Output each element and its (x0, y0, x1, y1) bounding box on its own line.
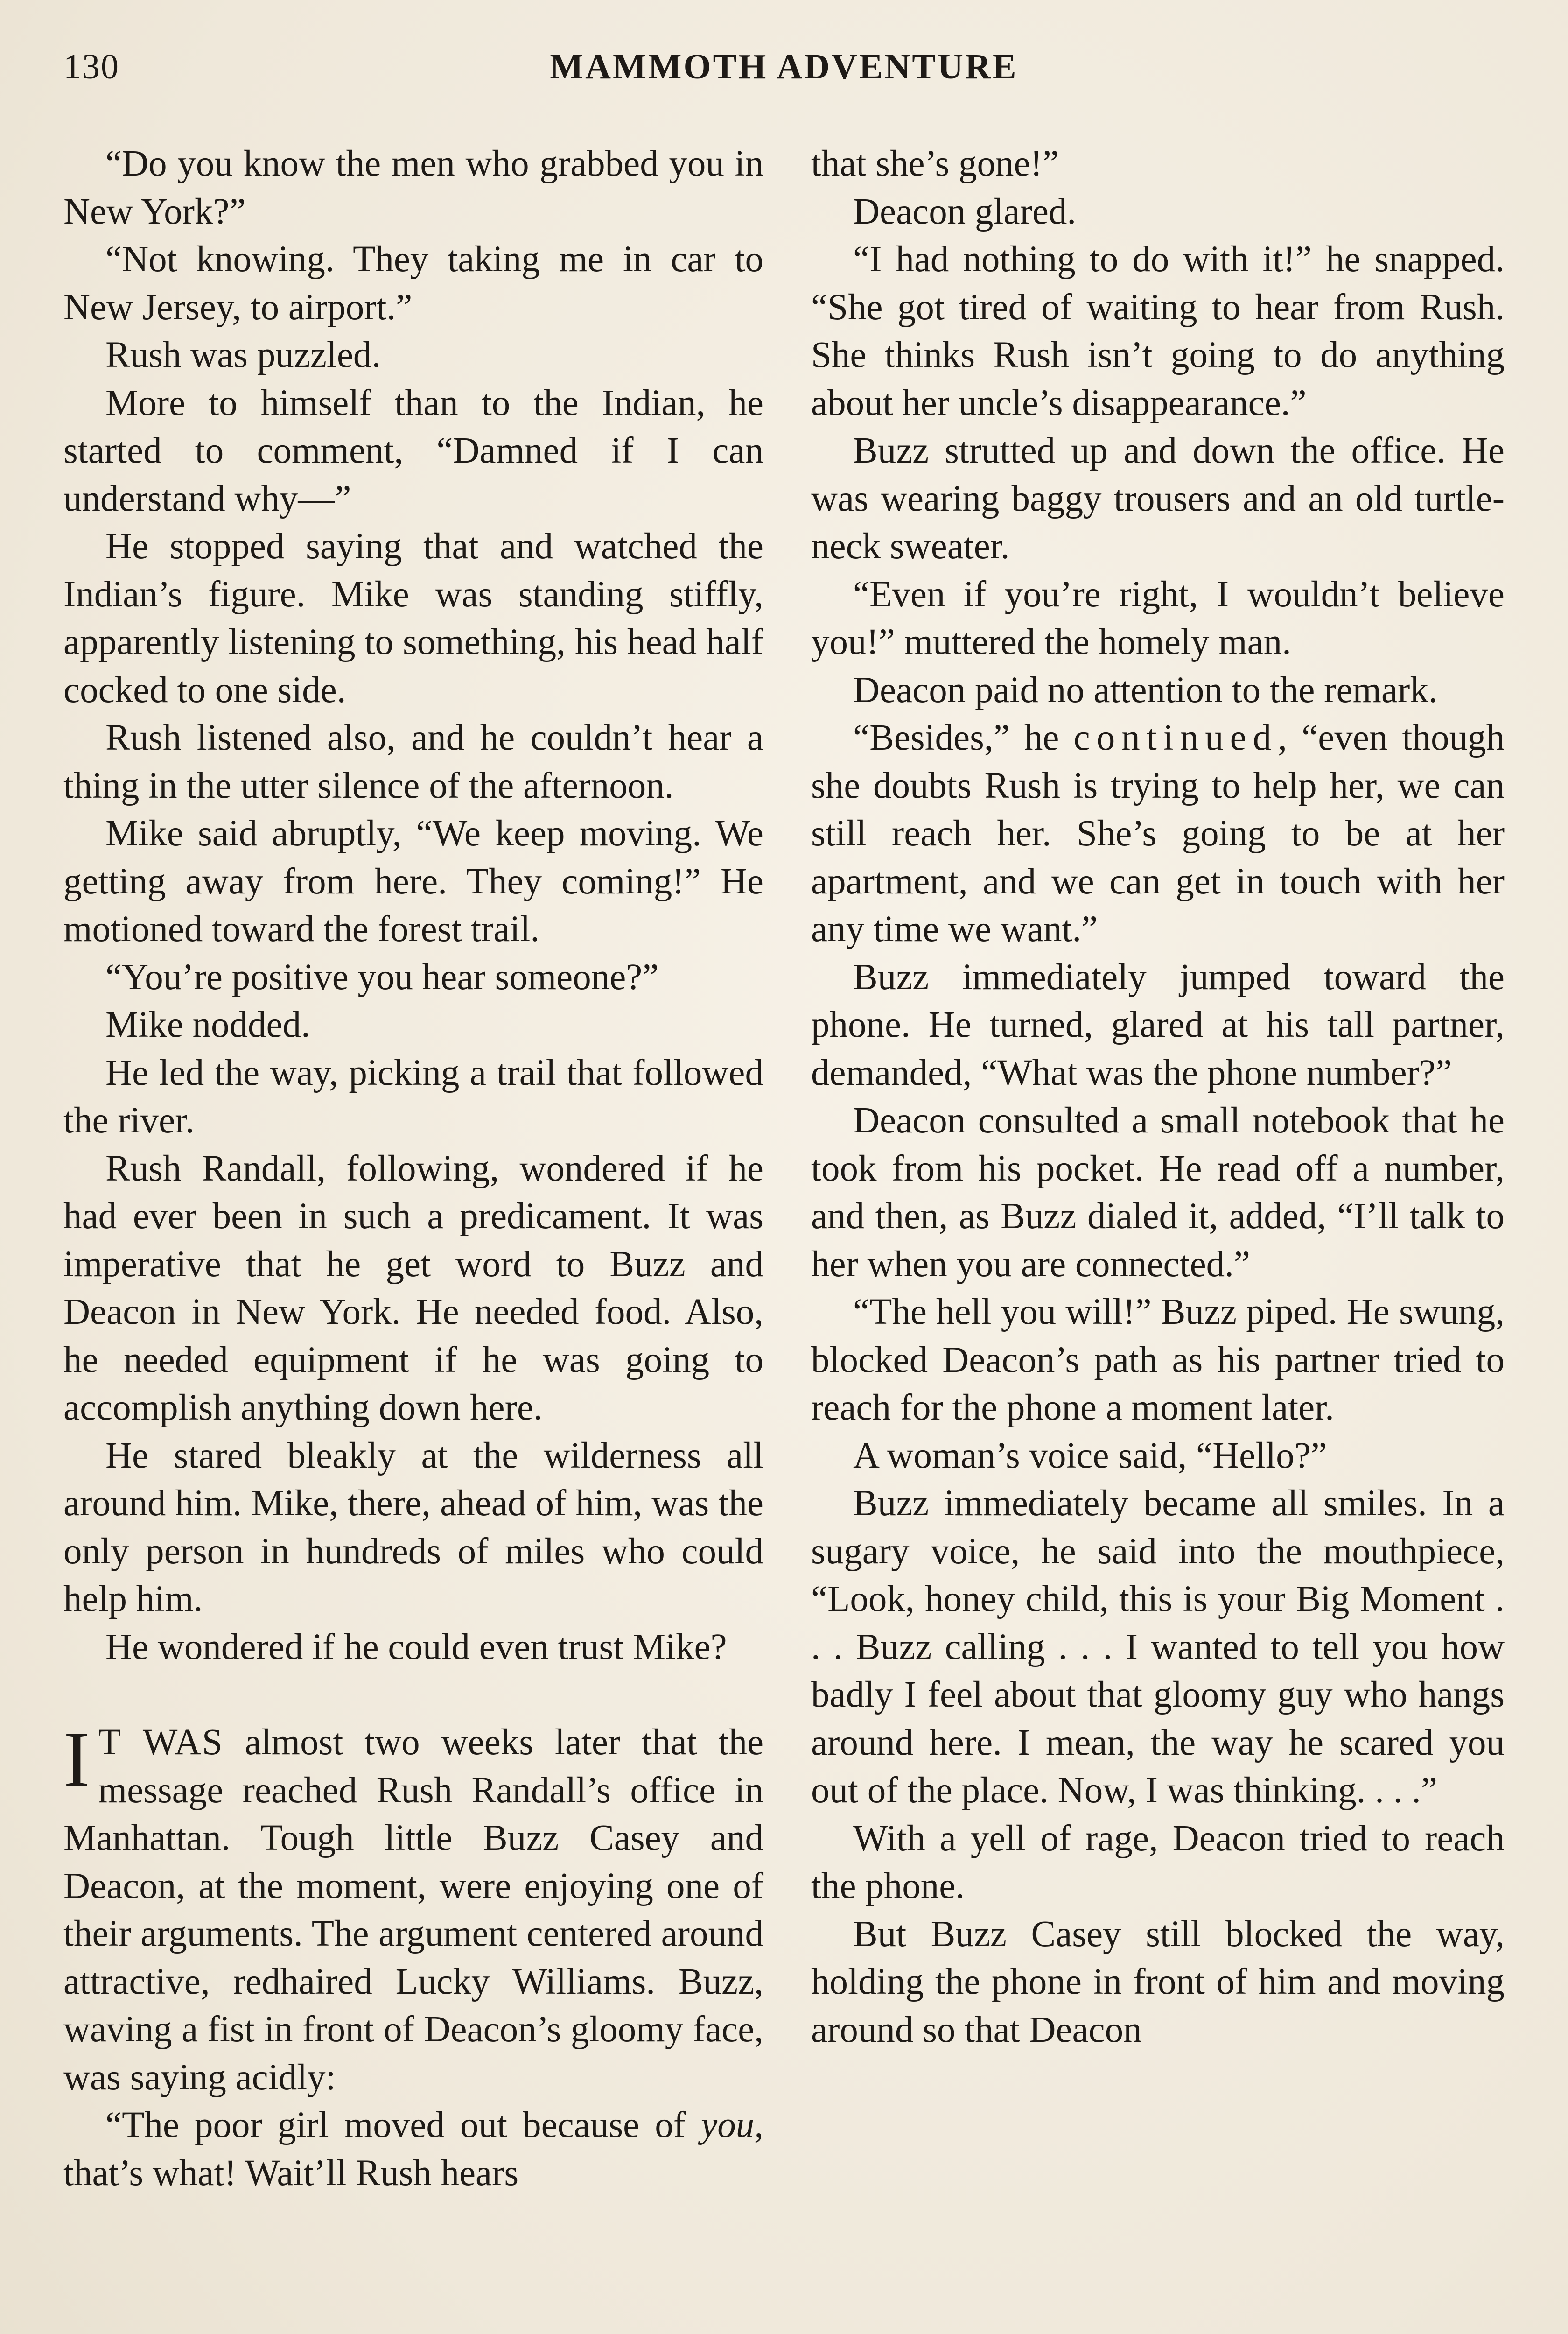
paragraph: Buzz immediately jumped toward the phone. He turned, glared at his tall partner, demanded, “What was the phone number?” (811, 956, 1505, 1093)
paragraph: “Even if you’re right, I wouldn’t believe you!” muttered the homely man. (811, 574, 1505, 662)
final-paragraph-end: that’s what! Wait’ll Rush hears (63, 2152, 519, 2193)
section-opening-text: almost two weeks later that the message reached Rush Randall’s office in Manhattan. Tough little Buzz Casey and Deacon, at the moment, were enjoying one of their arguments. The argument centered around attractive, redhaired Lucky Williams. Buzz, waving a fist in front of Deacon’s gloomy face, was saying acidly: (63, 1722, 764, 2098)
paragraph: Rush was puzzled. (105, 335, 381, 375)
paragraph: Mike nodded. (105, 1005, 310, 1045)
paragraph: Deacon glared. (853, 191, 1077, 232)
paragraph: Rush listened also, and he couldn’t hear a thing in the utter silence of the afternoon. (63, 717, 763, 806)
besides-end: , “even though she doubts Rush is trying to help her, we can still reach her. She’s going to be at her apartment, and we can get in touch with her any time we want.” (811, 717, 1505, 949)
paragraph: Deacon consulted a small notebook that he took from his pocket. He read off a number, and then, as Buzz dialed it, added, “I’ll talk to her when you are connected.” (811, 1100, 1505, 1285)
section-opening-paragraph (63, 1715, 764, 2102)
paragraph: Rush Randall, following, wondered if he had ever been in such a predicament. It was imperative that he get word to Buzz and Deacon in New York. He needed food. Also, he needed equipment if he was going to accomplish anything down here. (63, 1148, 763, 1428)
paragraph: “Do you know the men who grabbed you in New York?” (63, 143, 763, 232)
running-title: MAMMOTH ADVENTURE (550, 47, 1018, 86)
paragraph: Buzz immediately became all smiles. In a sugary voice, he said into the mouthpiece, “Look, honey child, this is your Big Moment . . . Buzz calling . . . I wanted to tell you how badly I feel about that gloomy guy who hangs around here. I mean, the way he scared you out of the place. Now, I was thinking. . . .” (811, 1483, 1505, 1811)
page-number: 130 (63, 47, 119, 86)
continued-paragraph: that she’s gone!” (811, 143, 1059, 184)
right-paragraphs-a (811, 188, 1505, 715)
paragraph: Mike said abruptly, “We keep moving. We getting away from here. They coming!” He motioned toward the forest trail. (63, 813, 763, 949)
section-break (63, 1671, 763, 1719)
paragraph: “I had nothing to do with it!” he snapped. “She got tired of waiting to hear from Rush. She thinks Rush isn’t going to do anything about her uncle’s disappearance.” (811, 239, 1505, 423)
paragraph: Buzz strutted up and down the office. He was wearing baggy trousers and an old turtle-neck sweater. (811, 430, 1505, 567)
paragraph: He wondered if he could even trust Mike? (105, 1626, 727, 1667)
paragraph: “You’re positive you hear someone?” (105, 956, 659, 998)
left-paragraphs (63, 140, 763, 1671)
paragraph: “The hell you will!” Buzz piped. He swung, blocked Deacon’s path as his partner tried to reach for the phone a moment later. (811, 1292, 1505, 1428)
final-paragraph-italic: you, (701, 2105, 763, 2145)
section-lead-words: T WAS (98, 1722, 224, 1763)
paragraph: With a yell of rage, Deacon tried to reach the phone. (811, 1818, 1505, 1906)
besides-start: “Besides,” he (853, 717, 1074, 758)
right-paragraphs-b (811, 954, 1505, 2054)
right-column (811, 140, 1505, 2054)
paragraph: But Buzz Casey still blocked the way, holding the phone in front of him and moving around so that Deacon (811, 1913, 1505, 2050)
paragraph: He stared bleakly at the wilderness all around him. Mike, there, ahead of him, was the only person in hundreds of miles who could help him. (63, 1435, 763, 1619)
drop-cap: I (63, 1715, 90, 1803)
left-column (63, 140, 763, 2197)
paragraph: He stopped saying that and watched the Indian’s figure. Mike was standing stiffly, apparently listening to something, his head half cocked to one side. (63, 526, 763, 710)
paragraph: A woman’s voice said, “Hello?” (853, 1435, 1327, 1476)
paragraph: He led the way, picking a trail that followed the river. (63, 1052, 763, 1141)
paragraph: “Not knowing. They taking me in car to New Jersey, to airport.” (63, 239, 763, 328)
paragraph: Deacon paid no attention to the remark. (853, 669, 1438, 710)
besides-spaced-word: continued (1073, 717, 1278, 758)
besides-paragraph (811, 714, 1505, 954)
paragraph: More to himself than to the Indian, he started to comment, “Damned if I can understand why—” (63, 382, 763, 519)
final-paragraph (63, 2102, 763, 2197)
final-paragraph-start: “The poor girl moved out because of (105, 2105, 701, 2145)
